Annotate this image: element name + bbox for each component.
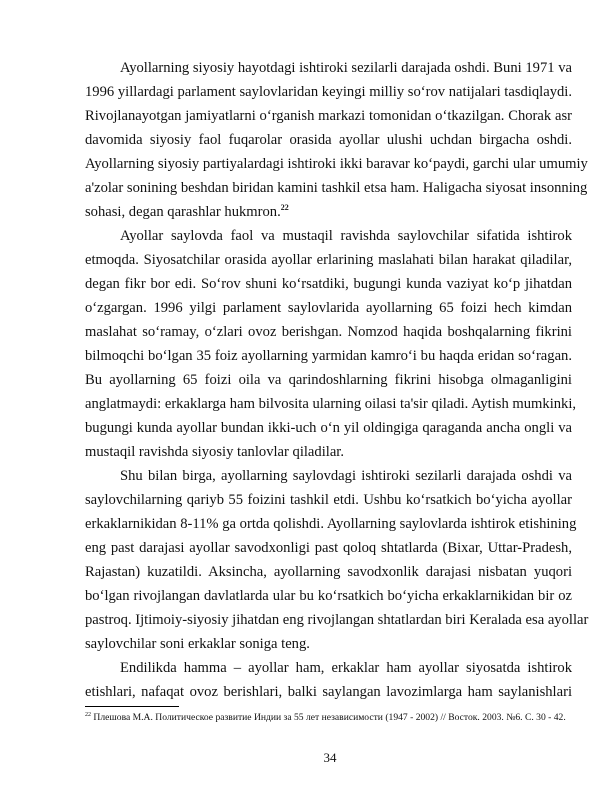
line-text: pastroq. Ijtimoiy-siyosiy jihatdan eng rivojlangan shtatlardan biri Keralada esa ayollar: [85, 612, 589, 628]
line-text: Ayollarning siyosiy hayotdagi ishtiroki sezilarli darajada oshdi. Buni 1971 va: [120, 60, 572, 76]
line-text: saylovchilar soni erkaklar soniga teng.: [85, 636, 310, 652]
text-line: [85, 512, 577, 536]
text-line: [85, 344, 572, 368]
text-line: [85, 584, 572, 608]
line-text: o‘zgargan. 1996 yilgi parlament saylovlarida ayollarning 65 foizi hech kimdan: [85, 300, 572, 316]
text-line: [85, 176, 588, 200]
page-number: 34: [323, 750, 337, 765]
line-text: maslahat so‘ramay, o‘zlari ovoz berishgan. Nomzod haqida boshqalarning fikrini: [85, 324, 572, 340]
line-text: eng past darajasi ayollar savodxonligi past qoloq shtatlarda (Bixar, Uttar-Pradesh,: [85, 540, 572, 556]
line-text: davomida siyosiy faol fuqarolar orasida ayollar ulushi uchdan birgacha oshdi.: [85, 132, 572, 148]
line-text: bilmoqchi bo‘lgan 35 foiz ayollarning yarmidan kamro‘i bu haqda eridan so‘ragan.: [85, 348, 572, 364]
line-text: bo‘lgan rivojlangan davlatlarda ular bu ko‘rsatkich bo‘yicha erkaklarnikidan bir oz: [85, 588, 572, 604]
line-text: 1996 yillardagi parlament saylovlaridan keyingi milliy so‘rov natijalari tasdiqlaydi.: [85, 84, 572, 100]
paragraph: [85, 656, 572, 704]
paragraph: [85, 56, 588, 224]
line-text: Rivojlanayotgan jamiyatlarni o‘rganish markazi tomonidan o‘tkazilgan. Chorak asr: [85, 108, 572, 124]
text-line: [85, 440, 572, 464]
line-text: etishlari, nafaqat ovoz berishlari, balki saylangan lavozimlarga ham saylanishlari: [85, 684, 572, 700]
paragraph: [85, 464, 589, 656]
text-line: [85, 296, 572, 320]
line-text: erkaklarnikidan 8-11% ga ortda qolishdi. Ayollarning saylovlarda ishtirok etishining: [85, 516, 577, 532]
text-line: [85, 56, 572, 80]
text-line: [85, 224, 572, 248]
line-text: degan fikr bor edi. So‘rov shuni ko‘rsatdiki, bugungi kunda vaziyat ko‘p jihatdan: [85, 276, 572, 292]
footnote-number: 22: [85, 712, 91, 718]
line-text: Ayollarning siyosiy partiyalardagi ishtiroki ikki baravar ko‘paydi, garchi ular umumiy: [85, 156, 588, 172]
line-text: Ayollar saylovda faol va mustaqil ravishda saylovchilar sifatida ishtirok: [120, 228, 572, 244]
line-text: etmoqda. Siyosatchilar orasida ayollar erlarining maslahati bilan harakat qiladilar,: [85, 252, 572, 268]
footnote-separator: [85, 706, 179, 707]
text-line: [85, 632, 572, 656]
line-text: saylovchilarning qariyb 55 foizini tashkil etdi. Ushbu ko‘rsatkich bo‘yicha ayollar: [85, 492, 572, 508]
text-line: [85, 416, 572, 440]
line-text: Shu bilan birga, ayollarning saylovdagi ishtiroki sezilarli darajada oshdi va: [120, 468, 572, 484]
line-text: mustaqil ravishda siyosiy tanlovlar qiladilar.: [85, 444, 344, 460]
text-line: [85, 392, 577, 416]
text-line: [85, 320, 572, 344]
line-text: bugungi kunda ayollar bundan ikki-uch o‘n yil oldingiga qaraganda ancha ongli va: [85, 420, 572, 436]
text-line: [85, 272, 572, 296]
document-body: [85, 56, 589, 704]
text-line: [85, 608, 589, 632]
text-line: [85, 488, 572, 512]
text-line: [85, 368, 572, 392]
text-line: [85, 128, 572, 152]
text-line: [85, 80, 572, 104]
text-line: [85, 248, 572, 272]
line-text: Rajastan) kuzatildi. Aksincha, ayollarning savodxonlik darajasi nisbatan yuqori: [85, 564, 572, 580]
text-line: [85, 200, 572, 224]
text-line: [85, 656, 572, 680]
paragraph: [85, 224, 577, 464]
text-line: [85, 152, 588, 176]
text-line: [85, 464, 572, 488]
line-text: sohasi, degan qarashlar hukmron.: [85, 204, 281, 220]
footnote: [85, 711, 572, 724]
line-text: Bu ayollarning 65 foizi oila va qarindoshlarning fikrini hisobga olmaganligini: [85, 372, 572, 388]
text-line: [85, 680, 572, 704]
line-text: anglatmaydi: erkaklarga ham bilvosita ularning oilasi ta'sir qiladi. Aytish mumkinki,: [85, 396, 577, 412]
text-line: [85, 560, 572, 584]
text-line: [85, 104, 572, 128]
line-text: a'zolar sonining beshdan biridan kamini tashkil etsa ham. Haligacha siyosat insonning: [85, 180, 588, 196]
line-text: Endilikda hamma – ayollar ham, erkaklar ham ayollar siyosatda ishtirok: [120, 660, 572, 676]
footnote-reference[interactable]: 22: [280, 203, 289, 212]
text-line: [85, 536, 572, 560]
footnote-text: Плешова М.А. Политическое развитие Индии за 55 лет независимости (1947 - 2002) // Восток. 2003. №6. С. 30 - 42.: [93, 712, 566, 723]
